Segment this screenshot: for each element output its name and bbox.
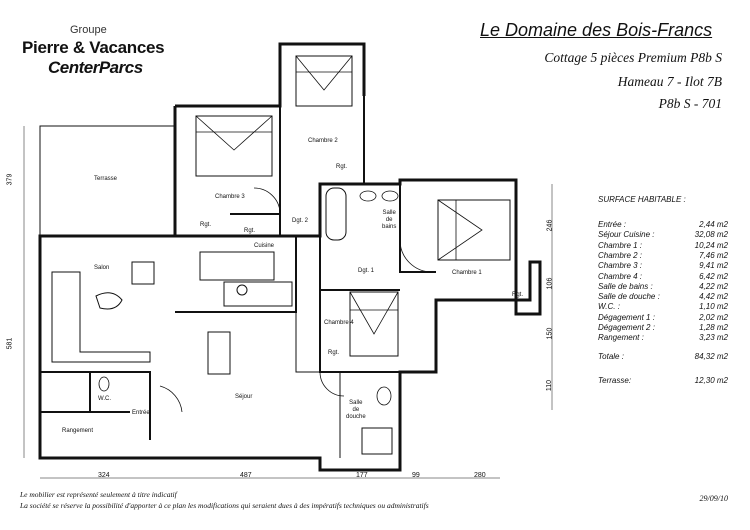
surface-total-row: [598, 352, 728, 361]
surface-row-label: Chambre 2 :: [598, 250, 643, 260]
surface-row: [598, 241, 728, 250]
surface-row-value: 1,28 m2: [699, 323, 728, 332]
room-chambre-2: Chambre 2: [308, 138, 338, 144]
surface-row-value: 7,46 m2: [699, 250, 728, 260]
surface-terrasse-row: [598, 376, 728, 385]
hameau-ilot: Hameau 7 - Ilot 7B: [617, 74, 722, 89]
surface-row-value: 2,44 m2: [699, 220, 728, 229]
room-chambre-1: Chambre 1: [452, 270, 482, 276]
surface-row-label: Dégagement 2 :: [598, 323, 655, 332]
dim-bottom-5: 280: [474, 472, 486, 479]
plan-date: 29/09/10: [699, 494, 728, 503]
surface-row-label: Salle de bains :: [598, 281, 653, 291]
room-chambre-3: Chambre 3: [215, 194, 245, 200]
surface-row: [598, 292, 728, 301]
dim-right-3: 150: [546, 327, 554, 340]
surface-row: [598, 333, 728, 342]
page-title: Le Domaine des Bois-Francs: [480, 20, 713, 40]
surface-row: [598, 323, 728, 332]
surface-heading: SURFACE HABITABLE :: [598, 195, 686, 204]
dim-right-4: 110: [546, 379, 554, 392]
room-chambre-4: Chambre 4: [324, 320, 354, 326]
dim-bottom-1: 324: [98, 472, 110, 479]
surface-terrasse-value: 12,30 m2: [694, 376, 728, 385]
surface-row-label: Dégagement 1 :: [598, 312, 655, 322]
room-salle-de-bains: [382, 210, 396, 231]
room-sejour: Séjour: [235, 394, 253, 400]
rgt-chambre-4: Rgt.: [328, 350, 340, 356]
sdb-line-3: bains: [382, 224, 397, 230]
dim-right-2: 106: [546, 277, 554, 290]
surface-row-value: 6,42 m2: [699, 271, 728, 281]
surface-total-value: 84,32 m2: [694, 352, 728, 361]
surface-row-label: Entrée :: [598, 220, 627, 229]
brand-center-parcs: CenterParcs: [48, 58, 143, 77]
surface-row-value: 9,41 m2: [699, 261, 728, 271]
footer-note-1: Le mobilier est représenté seulement à titre indicatif: [20, 490, 177, 499]
surface-row-label: Chambre 1 :: [598, 240, 643, 250]
room-salon: Salon: [94, 265, 110, 271]
dim-bottom-4: 99: [412, 472, 420, 479]
surface-terrasse-label: Terrasse:: [598, 376, 632, 385]
surface-row: [598, 282, 728, 291]
surface-row: [598, 302, 728, 311]
surface-row-label: Rangement :: [598, 333, 644, 343]
dim-left-bottom: 581: [6, 337, 14, 350]
surface-row-label: Chambre 3 :: [598, 261, 643, 271]
surface-total-label: Totale :: [598, 352, 624, 361]
surface-row: [598, 230, 728, 239]
surface-row-label: Chambre 4 :: [598, 271, 643, 281]
sdd-line-1: Salle: [349, 400, 363, 406]
surface-row-value: 4,42 m2: [699, 292, 728, 302]
surface-row-value: 4,22 m2: [699, 281, 728, 291]
room-entree: Entrée: [132, 410, 150, 416]
surface-row-value: 32,08 m2: [694, 230, 728, 240]
surface-row-value: 2,02 m2: [699, 312, 728, 322]
dim-bottom-3: 177: [356, 472, 368, 479]
surface-row-value: 10,24 m2: [694, 240, 728, 250]
surface-row-label: Salle de douche :: [598, 292, 660, 302]
surface-row-label: W.C. :: [598, 302, 620, 312]
surface-row-value: 3,23 m2: [699, 333, 728, 343]
rgt-dgt-2: Rgt.: [244, 228, 256, 234]
sdb-line-1: Salle: [382, 210, 396, 216]
footer-note-2: La société se réserve la possibilité d'apporter à ce plan les modifications qui seraient dues à des impératifs techniques ou administratifs: [20, 501, 429, 510]
rgt-chambre-1: Rgt.: [512, 292, 524, 298]
sdb-line-2: de: [385, 217, 393, 223]
brand-pierre-vacances: Pierre & Vacances: [22, 38, 165, 57]
surface-row-label: Séjour Cuisine :: [598, 230, 655, 240]
surface-row: [598, 220, 728, 229]
brand-groupe: Groupe: [70, 24, 107, 36]
surface-row-value: 1,10 m2: [699, 302, 728, 312]
rgt-chambre-3: Rgt.: [200, 222, 212, 228]
room-rangement: Rangement: [62, 428, 94, 434]
room-dgt-1: Dgt. 1: [358, 268, 375, 274]
room-terrasse: Terrasse: [94, 176, 118, 182]
room-wc: W.C.: [98, 396, 111, 402]
lot-reference: P8b S - 701: [658, 96, 722, 111]
dim-left-top: 379: [6, 173, 14, 186]
room-cuisine: Cuisine: [254, 243, 275, 249]
surface-row: [598, 251, 728, 260]
surface-row: [598, 261, 728, 270]
surface-row: [598, 313, 728, 322]
cottage-type: Cottage 5 pièces Premium P8b S: [544, 50, 722, 65]
dim-right-1: 246: [546, 219, 554, 232]
rgt-chambre-2: Rgt.: [336, 164, 348, 170]
surface-row: [598, 272, 728, 281]
sdd-line-2: de: [352, 407, 360, 413]
sdd-line-3: douche: [346, 414, 366, 420]
room-salle-de-douche: [346, 400, 366, 421]
dim-bottom-2: 487: [240, 472, 252, 479]
room-dgt-2: Dgt. 2: [292, 218, 309, 224]
